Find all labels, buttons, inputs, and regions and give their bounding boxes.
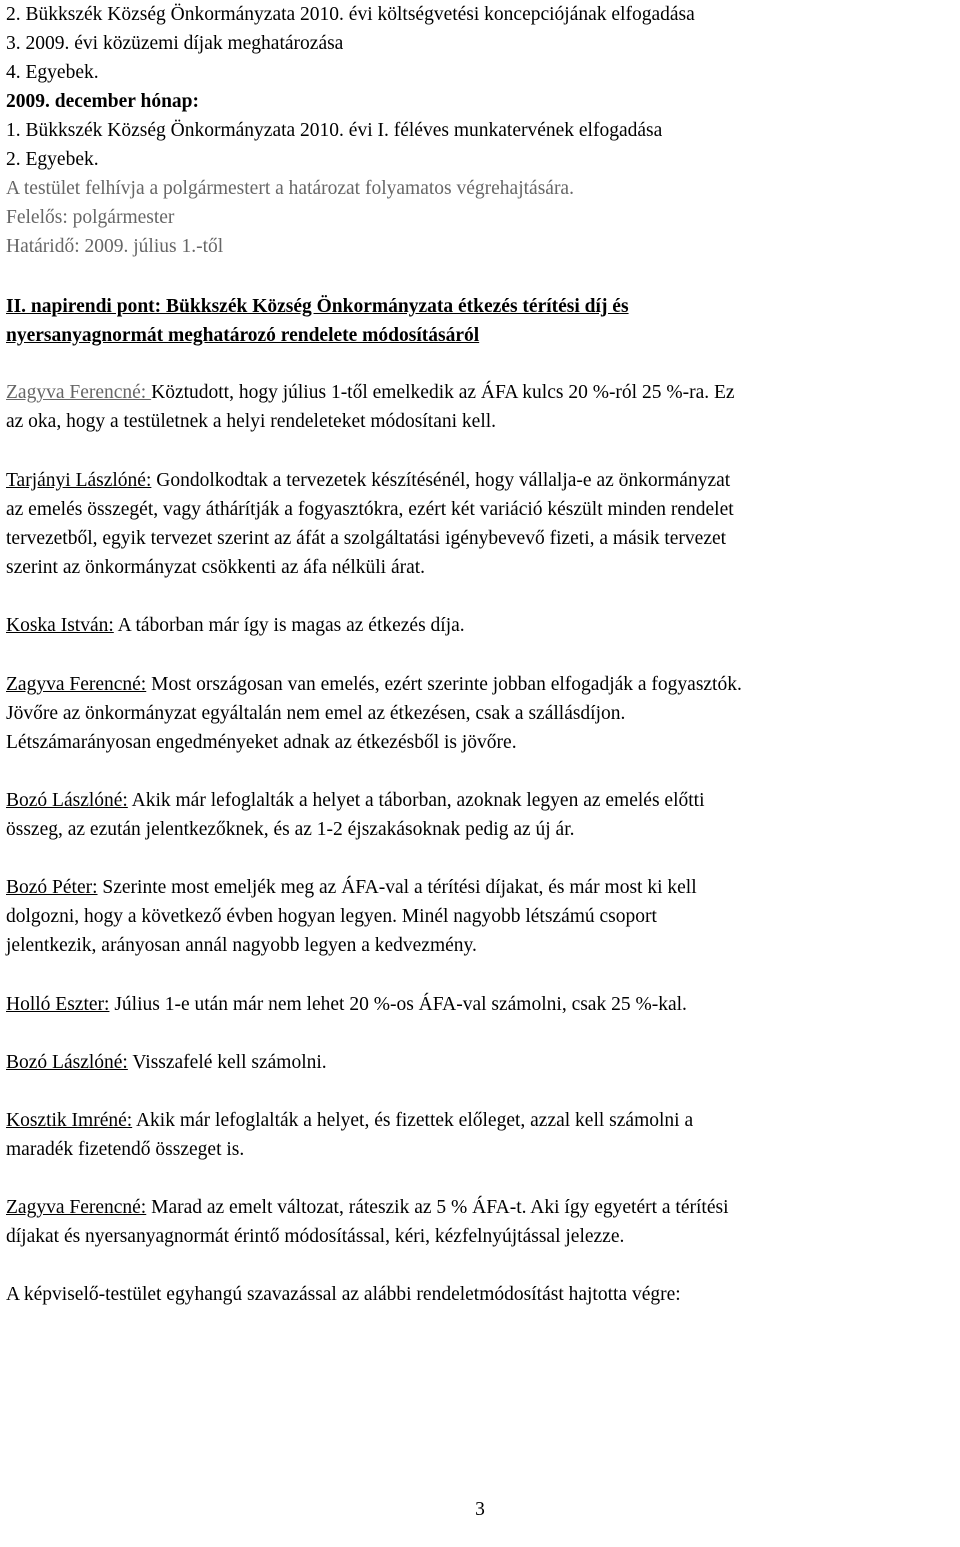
page-number: 3 (475, 1499, 485, 1520)
section-heading (6, 292, 629, 350)
speaker-name: Zagyva Ferencné: (6, 1197, 147, 1218)
speaker-name: Koska István: (6, 615, 114, 636)
speaker-name: Bozó Lászlóné: (6, 790, 128, 811)
section-heading-line: nyersanyagnormát meghatározó rendelete módosításáról (6, 325, 480, 346)
speech-text: Akik már lefoglalták a helyet a táborban, azoknak legyen az emelés előtti (127, 790, 705, 811)
speech-text: tervezetből, egyik tervezet szerint az áfát a szolgáltatási igénybevevő fizeti, a másik tervezet (6, 528, 727, 549)
speech-text: szerint az önkormányzat csökkenti az áfa nélküli árat. (6, 557, 426, 578)
speech-paragraph (6, 611, 465, 640)
speech-text: maradék fizetendő összeget is. (6, 1139, 245, 1160)
speech-text: Marad az emelt változat, ráteszik az 5 % ÁFA-t. Aki így egyetért a térítési (146, 1197, 729, 1218)
speech-text: Most országosan van emelés, ezért szerinte jobban elfogadják a fogyasztók. (146, 674, 742, 695)
speech-paragraph (6, 873, 697, 960)
speech-text: Július 1-e után már nem lehet 20 %-os ÁFA-val számolni, csak 25 %-kal. (109, 994, 687, 1015)
speaker-name: Bozó Lászlóné: (6, 1052, 128, 1073)
speech-paragraph (6, 786, 704, 844)
december-heading: 2009. december hónap: (6, 91, 200, 112)
speech-paragraph (6, 1106, 693, 1164)
speech-paragraph (6, 670, 742, 757)
agenda-item: 3. 2009. évi közüzemi díjak meghatározása (6, 33, 344, 54)
speech-paragraph (6, 466, 734, 582)
speech-text: Gondolkodtak a tervezetek készítésénél, hogy vállalja-e az önkormányzat (151, 470, 731, 491)
speech-paragraph (6, 990, 687, 1019)
agenda-item: 4. Egyebek. (6, 62, 99, 83)
resolution-note: A testület felhívja a polgármestert a határozat folyamatos végrehajtására. (6, 178, 574, 199)
agenda-item: 2. Bükkszék Község Önkormányzata 2010. évi költségvetési koncepciójának elfogadása (6, 4, 695, 25)
speech-text: összeg, az ezután jelentkezőknek, és az 1-2 éjszakásoknak pedig az új ár. (6, 819, 575, 840)
speech-text: Szerinte most emeljék meg az ÁFA-val a térítési díjakat, és már most ki kell (97, 877, 697, 898)
speech-text: díjakat és nyersanyagnormát érintő módosítással, kéri, kézfelnyújtással jelezze. (6, 1226, 625, 1247)
speech-text: Köztudott, hogy július 1-től emelkedik az ÁFA kulcs 20 %-ról 25 %-ra. Ez (151, 382, 735, 403)
speaker-name: Zagyva Ferencné: (6, 382, 152, 403)
section-heading-line: II. napirendi pont: Bükkszék Község Önkormányzata étkezés térítési díj és (6, 296, 629, 317)
speech-text: az oka, hogy a testületnek a helyi rendeleteket módosítani kell. (6, 411, 497, 432)
speech-paragraph (6, 1193, 728, 1251)
speech-paragraph (6, 378, 735, 436)
speech-text: Létszámarányosan engedményeket adnak az étkezésből is jövőre. (6, 732, 517, 753)
speaker-name: Tarjányi Lászlóné: (6, 470, 152, 491)
speaker-name: Kosztik Imréné: (6, 1110, 133, 1131)
speech-text: Akik már lefoglalták a helyet, és fizettek előleget, azzal kell számolni a (132, 1110, 694, 1131)
agenda-item: 1. Bükkszék Község Önkormányzata 2010. évi I. féléves munkatervének elfogadása (6, 120, 663, 141)
agenda-item: 2. Egyebek. (6, 149, 99, 170)
speech-paragraph (6, 1048, 327, 1077)
speech-text: az emelés összegét, vagy áthárítják a fogyasztókra, ezért két variáció készült minden rendelet (6, 499, 734, 520)
speech-text: Visszafelé kell számolni. (127, 1052, 327, 1073)
speech-text: dolgozni, hogy a következő évben hogyan legyen. Minél nagyobb létszámú csoport (6, 906, 657, 927)
closing-statement: A képviselő-testület egyhangú szavazással az alábbi rendeletmódosítást hajtotta végre: (6, 1284, 681, 1305)
responsible-note: Felelős: polgármester (6, 207, 175, 228)
speaker-name: Bozó Péter: (6, 877, 98, 898)
deadline-note: Határidő: 2009. július 1.-től (6, 236, 224, 257)
speaker-name: Zagyva Ferencné: (6, 674, 147, 695)
speaker-name: Holló Eszter: (6, 994, 110, 1015)
speech-text: jelentkezik, arányosan annál nagyobb legyen a kedvezmény. (6, 935, 477, 956)
speech-text: Jövőre az önkormányzat egyáltalán nem emel az étkezésen, csak a szállásdíjon. (6, 703, 626, 724)
speech-text: A táborban már így is magas az étkezés díja. (113, 615, 465, 636)
